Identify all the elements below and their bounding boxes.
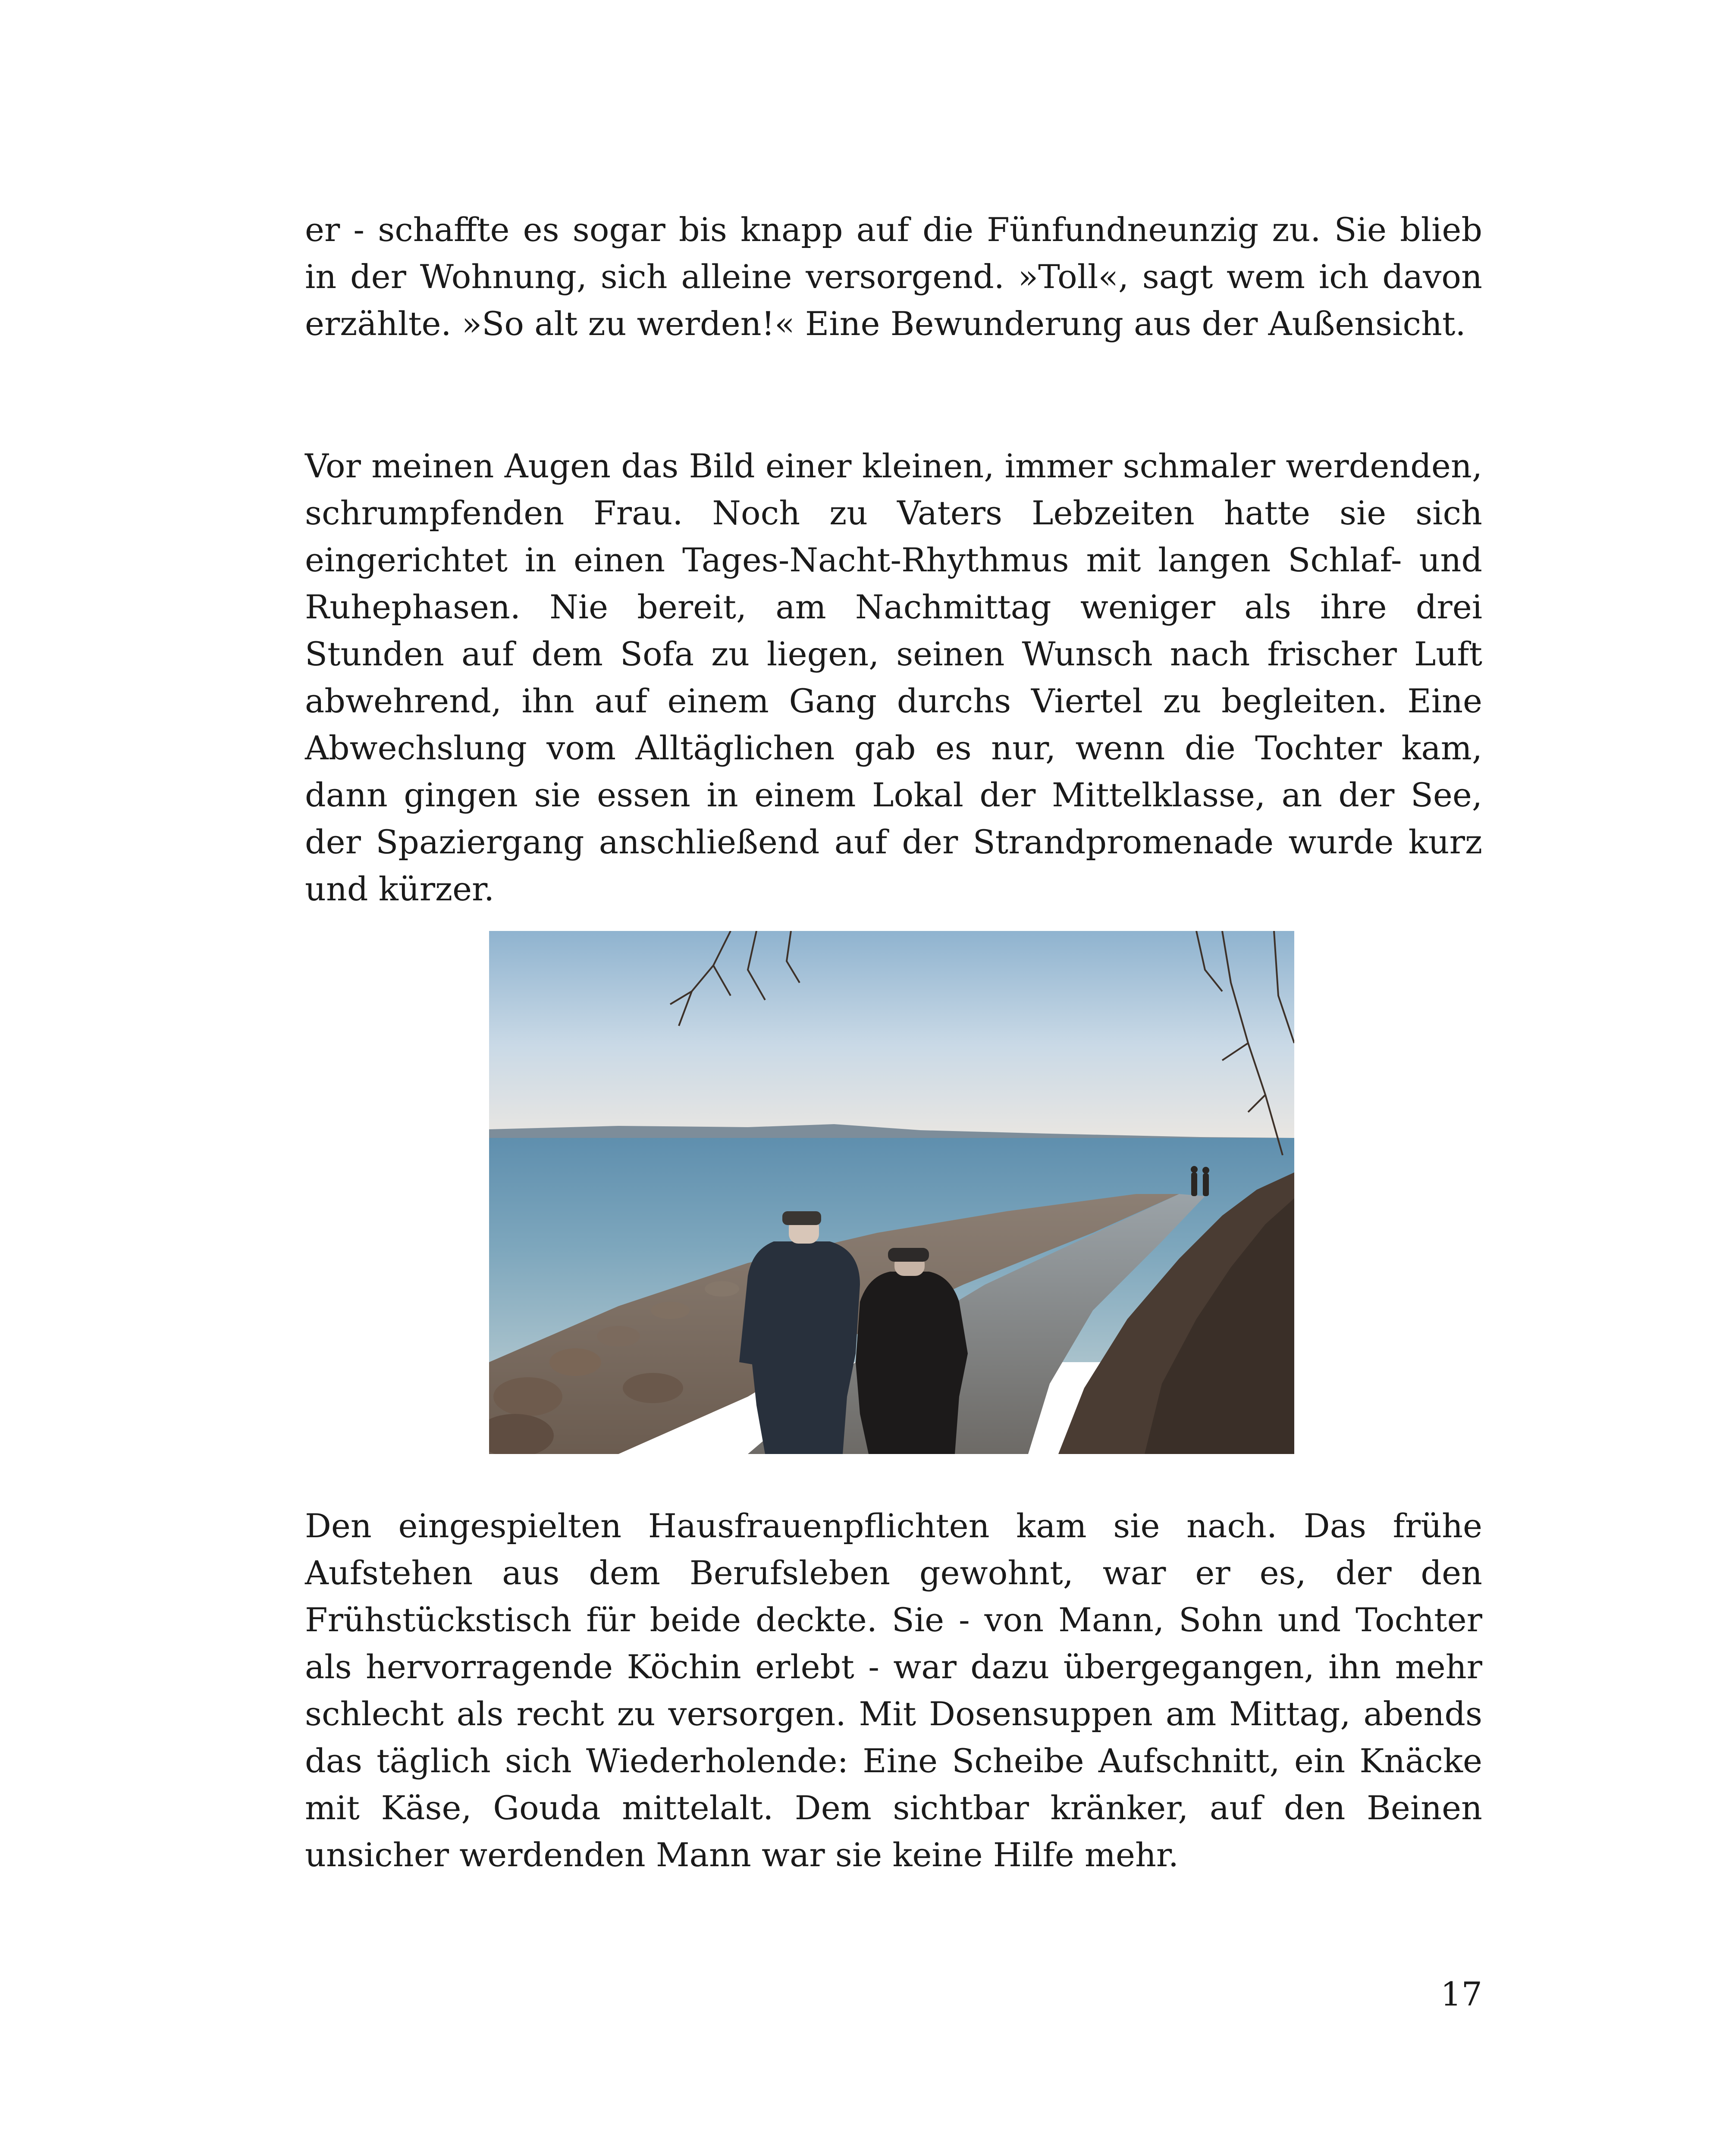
paragraph-2-text: Vor meinen Augen das Bild einer kleinen, immer schmaler werdenden, schrumpfenden Frau. Noch zu Vaters Lebzeiten hatte sie sich eingerichtet in einen Tages-Nacht-Rhythmus mit langen Schlaf- und Ruhephasen. Nie bereit, am Nachmittag weniger als ihre drei Stunden auf dem Sofa zu liegen, seinen Wunsch nach frischer Luft abwehrend, ihn auf einem Gang durchs Viertel zu begleiten. Eine Abwechslung vom Alltäglichen gab es nur, wenn die Tochter kam, dann gingen sie essen in einem Lokal der Mittelklasse, an der See, der Spaziergang anschließend auf der Strandpromenade wurde kurz und kürzer. <box>305 447 1482 908</box>
paragraph-3-text: Den eingespielten Hausfrauenpflichten kam sie nach. Das frühe Aufstehen aus dem Berufsleben gewohnt, war er es, der den Frühstückstisch für beide deckte. Sie - von Mann, Sohn und Tochter als hervorragende Köchin erlebt - war dazu übergegangen, ihn mehr schlecht als recht zu versorgen. Mit Dosensuppen am Mittag, abends das täglich sich Wiederholende: Eine Scheibe Aufschnitt, ein Knäcke mit Käse, Gouda mittelalt. Dem sichtbar kränker, auf den Beinen unsicher werdenden Mann war sie keine Hilfe mehr. <box>305 1507 1482 1874</box>
paragraph-3 <box>305 1502 1482 1878</box>
seaside-promenade-photo <box>489 931 1294 1454</box>
paragraph-1-text: er - schaffte es sogar bis knapp auf die Fünfundneunzig zu. Sie blieb in der Wohnung, sich alleine versorgend. »Toll«, sagt wem ich davon erzählte. »So alt zu werden!« Eine Bewunderung aus der Außensicht. <box>305 210 1482 343</box>
page-number: 17 <box>1440 1975 1482 2013</box>
paragraph-1 <box>305 206 1482 347</box>
paragraph-2 <box>305 442 1482 912</box>
